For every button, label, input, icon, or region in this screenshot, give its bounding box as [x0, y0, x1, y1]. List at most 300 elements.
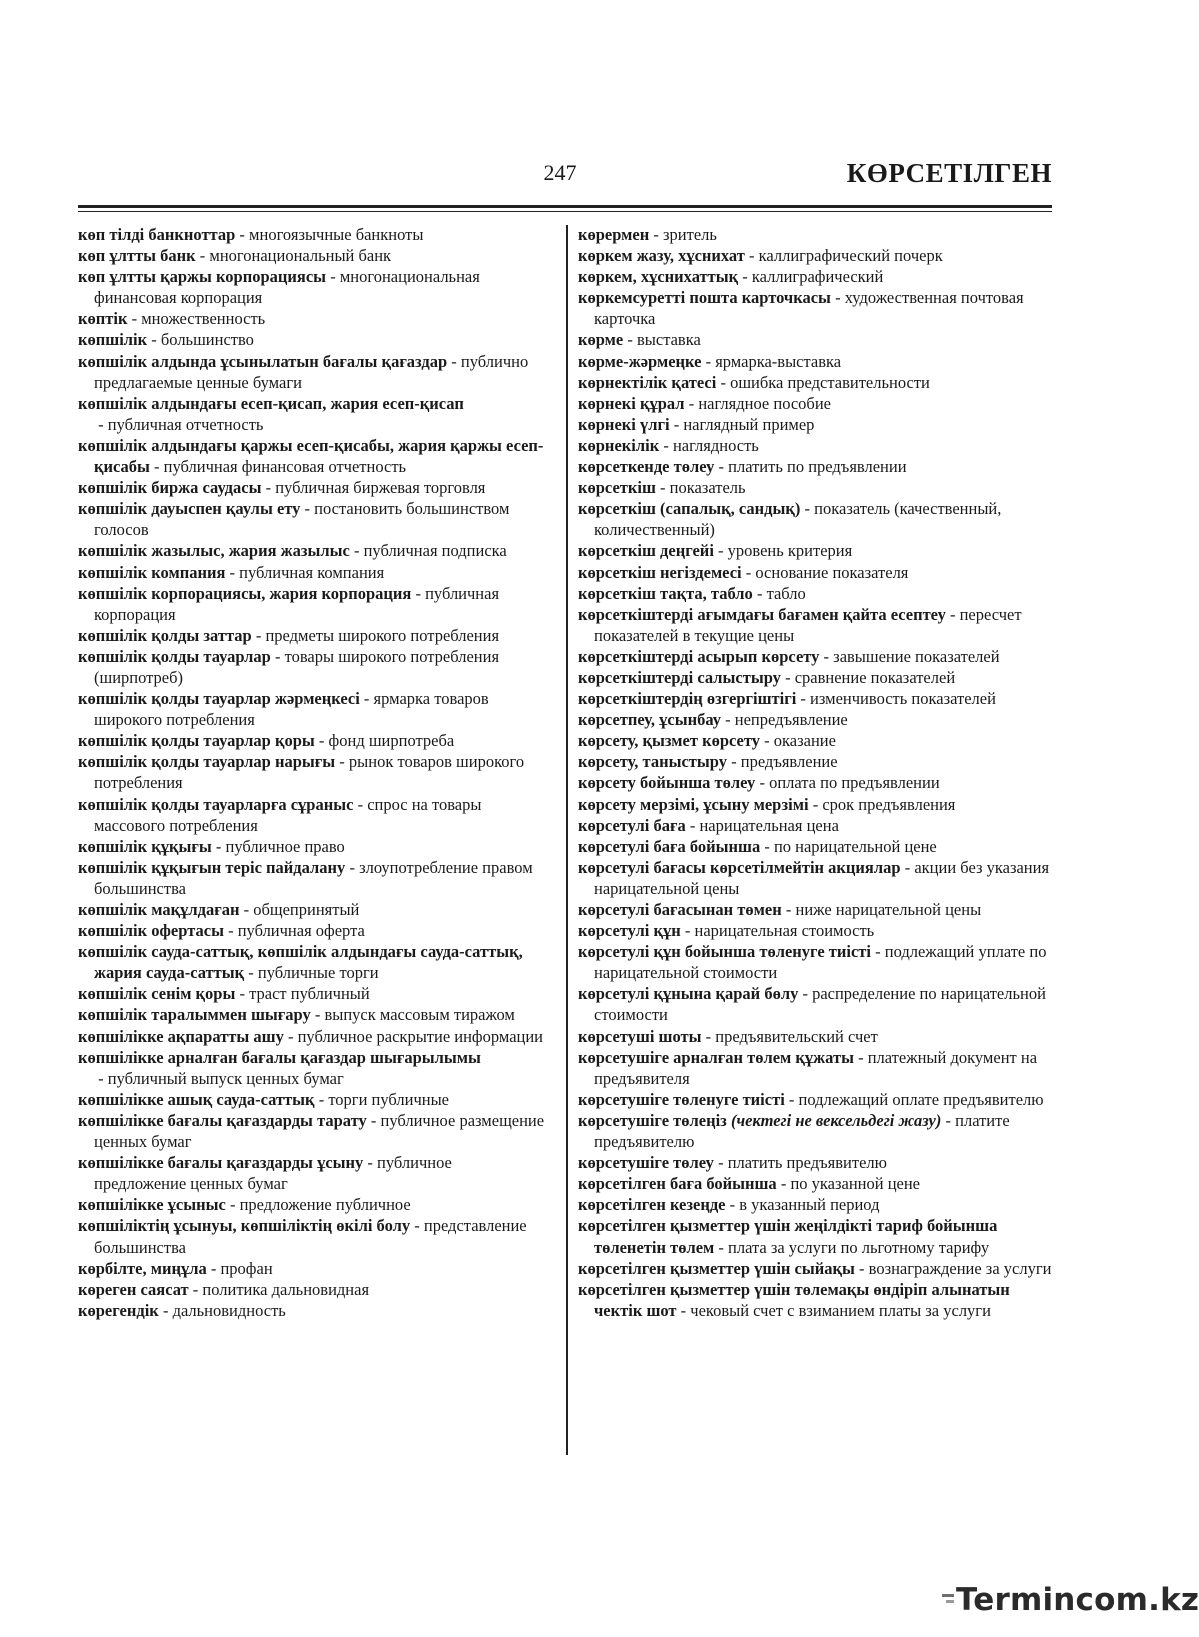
dictionary-entry: [578, 794, 1052, 815]
entry-separator: -: [713, 1153, 728, 1173]
entry-separator: -: [244, 963, 258, 983]
entry-term: көптік: [78, 309, 128, 329]
entry-separator: -: [714, 1237, 729, 1257]
entry-separator: -: [853, 1047, 868, 1067]
entry-term: көрме: [578, 330, 624, 350]
entry-definition: оказание: [773, 731, 836, 751]
entry-definition: публичная отчетность: [107, 414, 264, 434]
dictionary-entry: [78, 983, 548, 1004]
entry-term: көрсетушіге төлеңіз: [578, 1110, 727, 1130]
entry-separator: -: [314, 731, 329, 751]
entry-definition: подлежащий уплате по нарицательной стоимости: [594, 942, 1047, 983]
entry-definition: выпуск массовым тиражом: [324, 1005, 515, 1025]
entry-definition: публичная подписка: [363, 541, 507, 561]
entry-term: көпшілікке бағалы қағаздарды тарату: [78, 1110, 367, 1130]
entry-term: көпшіліктің ұсынуы, көпшіліктің өкілі болу: [78, 1216, 411, 1236]
entry-definition: представление большинства: [94, 1216, 527, 1257]
entry-definition: ярмарка-выставка: [715, 351, 842, 371]
entry-separator: -: [353, 794, 368, 814]
entry-definition: табло: [766, 583, 806, 603]
entry-definition: публичное раскрытие информации: [297, 1026, 544, 1046]
entry-definition: наглядное пособие: [698, 393, 831, 413]
dictionary-entry: [78, 351, 548, 393]
entry-definition: плата за услуги по льготному тарифу: [728, 1237, 990, 1257]
entry-definition: многонациональная финансовая корпорация: [94, 267, 480, 308]
entry-separator: -: [721, 710, 735, 730]
dictionary-entry: [78, 857, 548, 899]
entry-separator: -: [738, 267, 752, 287]
entry-definition: постановить большинством голосов: [94, 499, 510, 540]
dictionary-entry: [578, 435, 1052, 456]
entry-term: көрбілте, миңұла: [78, 1258, 207, 1278]
entry-term: көрсетушіге төлеу: [578, 1153, 714, 1173]
entry-term: көрсетулі құнына қарай бөлу: [578, 984, 799, 1004]
dictionary-entry: [78, 625, 548, 646]
entry-note: (чектегі не вексельдегі жазу): [730, 1110, 942, 1130]
right-column: [578, 224, 1052, 1321]
entry-separator: -: [755, 773, 770, 793]
entry-definition: нарицательная цена: [699, 815, 839, 835]
entry-separator: -: [349, 541, 364, 561]
entry-separator: -: [235, 225, 250, 244]
dictionary-entry: [78, 435, 548, 477]
dictionary-entry: [578, 287, 1052, 329]
entry-definition: платить предъявителю: [727, 1153, 887, 1173]
entry-term: көрсеткіш негіздемесі: [578, 562, 742, 582]
entry-term: көркем жазу, хұснихат: [578, 246, 745, 266]
dictionary-entry: [78, 477, 548, 498]
dictionary-entry: [578, 604, 1052, 646]
entry-term: көпшілік таралыммен шығару: [78, 1005, 311, 1025]
entry-term: көрсетушіге төленуге тиісті: [578, 1089, 785, 1109]
entry-separator: -: [345, 857, 360, 877]
dictionary-entry: [578, 393, 1052, 414]
entry-term: көпшілікке ұсыныс: [78, 1195, 226, 1215]
dictionary-entry: [78, 794, 548, 836]
dictionary-entry: [578, 583, 1052, 604]
dictionary-entry: [578, 266, 1052, 287]
dictionary-entry: [578, 730, 1052, 751]
entry-term: көрсету, таныстыру: [578, 752, 727, 772]
entry-term: көпшілік дауыспен қаулы ету: [78, 499, 301, 519]
entry-term: көп ұлтты банк: [78, 246, 196, 266]
dictionary-entry: [78, 920, 548, 941]
entry-term: көпшілік алдындағы қаржы есеп-қисабы, жария қаржы есеп-қисабы: [78, 435, 544, 477]
entry-term: көрсетушіге арналған төлем құжаты: [578, 1047, 854, 1067]
site-logo: [942, 1582, 1199, 1628]
entry-definition: по указанной цене: [790, 1174, 920, 1194]
dictionary-entry: [578, 456, 1052, 477]
entry-separator: -: [195, 246, 210, 266]
dictionary-entry: [578, 920, 1052, 941]
entry-definition: зритель: [663, 225, 717, 244]
entry-term: көпшілік қолды тауарлар жәрмеңкесі: [78, 689, 360, 709]
entry-separator: -: [149, 457, 164, 477]
entry-term: көрсетулі баға: [578, 815, 686, 835]
entry-term: көпшілік сауда-саттық, көпшілік алдындағы сауда-саттық, жария сауда-саттық: [78, 942, 523, 983]
entry-term: көрсеткіш: [578, 478, 656, 498]
entry-definition: предъявительский счет: [715, 1026, 878, 1046]
logo-mark-secondary: [946, 1600, 954, 1603]
entry-term: көпшілік мақұлдаған: [78, 900, 240, 919]
entry-term: көрнекі үлгі: [578, 414, 670, 434]
dictionary-entry: [578, 1152, 1052, 1173]
entry-term: көпшілік алдында ұсынылатын бағалы қағаздар: [78, 351, 448, 371]
entry-term: көпшілік алдындағы есеп-қисап, жария есеп-қисап: [78, 393, 464, 413]
dictionary-entry: [78, 1047, 548, 1089]
dictionary-entry: [578, 414, 1052, 435]
dictionary-entry: [78, 1110, 548, 1152]
entry-definition: показатель: [669, 478, 746, 498]
entry-definition: публичный выпуск ценных бумаг: [107, 1068, 344, 1088]
entry-definition: публичная компания: [239, 562, 385, 582]
logo-mark: [942, 1594, 954, 1597]
entry-definition: торги публичные: [328, 1089, 449, 1109]
entry-separator: -: [225, 562, 240, 582]
entry-separator: -: [800, 499, 815, 519]
entry-separator: -: [741, 562, 756, 582]
entry-separator: -: [854, 1258, 869, 1278]
entry-term: көпшілік компания: [78, 562, 226, 582]
dictionary-entry: [578, 1215, 1052, 1257]
entry-separator: -: [714, 457, 729, 477]
entry-separator: -: [760, 731, 774, 751]
entry-separator: -: [623, 330, 637, 350]
entry-term: көпшілік қолды тауарлар нарығы: [78, 752, 336, 772]
entry-definition: вознаграждение за услуги: [868, 1258, 1052, 1278]
entry-separator: -: [410, 1216, 424, 1236]
dictionary-entry: [578, 857, 1052, 899]
entry-term: көрсетуші шоты: [578, 1026, 702, 1046]
entry-definition: предметы широкого потребления: [265, 625, 500, 645]
entry-term: көпшілікке арналған бағалы қағаздар шығарылымы: [78, 1047, 481, 1067]
entry-definition: наглядный пример: [683, 414, 815, 434]
dictionary-entry: [78, 1258, 548, 1279]
entry-term: көрсетулі құн бойынша төленуге тиісті: [578, 942, 871, 962]
entry-term: көрсеткенде төлеу: [578, 457, 715, 477]
entry-separator: -: [94, 1068, 108, 1088]
entry-definition: публичное право: [225, 836, 345, 856]
entry-term: көпшілік сенім қоры: [78, 984, 236, 1004]
entry-term: көрсетілген қызметтер үшін төлемақы өндіріп алынатын чектік шот: [578, 1279, 1010, 1320]
entry-term: көрсетілген баға бойынша: [578, 1174, 777, 1194]
column-divider: [566, 225, 568, 1455]
entry-definition: публично предлагаемые ценные бумаги: [94, 351, 529, 392]
dictionary-entry: [578, 899, 1052, 920]
dictionary-entry: [578, 224, 1052, 245]
entry-separator: -: [270, 646, 285, 666]
entry-separator: -: [314, 1089, 329, 1109]
entry-definition: публичная оферта: [237, 921, 365, 941]
entry-term: көрнекілік: [578, 435, 660, 455]
entry-separator: -: [158, 1300, 173, 1320]
entry-separator: -: [760, 836, 774, 856]
entry-term: көрсетулі құн: [578, 921, 681, 941]
entry-definition: завышение показателей: [833, 646, 1000, 666]
entry-definition: в указанный период: [739, 1195, 880, 1215]
dictionary-entry: [78, 329, 548, 350]
entry-separator: -: [127, 309, 142, 329]
entry-definition: траст публичный: [249, 984, 370, 1004]
dictionary-entry: [578, 245, 1052, 266]
entry-separator: -: [676, 1300, 691, 1320]
entry-term: көрсеткіш (сапалық, сандық): [578, 499, 801, 519]
dictionary-entry: [78, 1152, 548, 1194]
entry-term: көрсету, қызмет көрсету: [578, 731, 761, 751]
dictionary-entry: [578, 667, 1052, 688]
dictionary-entry: [578, 772, 1052, 793]
dictionary-entry: [78, 941, 548, 983]
entry-term: көрсеткіш тақта, табло: [578, 583, 753, 603]
entry-term: көркем, хұснихаттық: [578, 267, 739, 287]
entry-term: көрсеткіш деңгейі: [578, 541, 714, 561]
entry-definition: публичное предложение ценных бумаг: [94, 1153, 452, 1194]
dictionary-entry: [578, 372, 1052, 393]
entry-separator: -: [261, 478, 276, 498]
entry-separator: -: [206, 1258, 221, 1278]
entry-separator: -: [225, 1195, 240, 1215]
dictionary-entry: [578, 498, 1052, 540]
entry-definition: пересчет показателей в текущие цены: [594, 604, 1022, 645]
entry-term: көркемсуретті пошта карточкасы: [578, 288, 831, 308]
entry-term: көрермен: [578, 225, 650, 244]
entry-term: көреген саясат: [78, 1279, 189, 1299]
entry-term: көрсеткіштерді асырып көрсету: [578, 646, 820, 666]
entry-definition: дальновидность: [172, 1300, 286, 1320]
entry-separator: -: [781, 900, 796, 919]
entry-definition: публичное размещение ценных бумаг: [94, 1110, 545, 1152]
entry-definition: распределение по нарицательной стоимости: [594, 984, 1046, 1025]
dictionary-entry: [578, 815, 1052, 836]
entry-term: көрме-жәрмеңке: [578, 351, 702, 371]
entry-term: көрнекі құрал: [578, 393, 685, 413]
entry-definition: уровень критерия: [727, 541, 853, 561]
dictionary-entry: [578, 836, 1052, 857]
entry-separator: -: [684, 393, 699, 413]
entry-separator: -: [411, 583, 426, 603]
entry-definition: показатель (качественный, количественный): [594, 499, 1002, 540]
entry-definition: фонд ширпотреба: [328, 731, 455, 751]
entry-separator: -: [784, 1089, 799, 1109]
dictionary-entry: [78, 540, 548, 561]
entry-separator: -: [655, 478, 670, 498]
entry-term: көпшілік құқығы: [78, 836, 212, 856]
entry-separator: -: [235, 984, 250, 1004]
entry-definition: общепринятый: [253, 900, 360, 919]
entry-definition: спрос на товары массового потребления: [94, 794, 482, 835]
dictionary-entry: [578, 709, 1052, 730]
entry-definition: политика дальновидная: [202, 1279, 370, 1299]
entry-definition: рынок товаров широкого потребления: [94, 752, 525, 793]
entry-definition: публичная биржевая торговля: [275, 478, 486, 498]
entry-separator: -: [326, 267, 340, 287]
entry-definition: предложение публичное: [239, 1195, 411, 1215]
dictionary-entry: [78, 498, 548, 540]
entry-definition: сравнение показателей: [794, 667, 956, 687]
dictionary-entry: [78, 1300, 548, 1321]
entry-separator: -: [659, 435, 673, 455]
entry-term: көрсетілген қызметтер үшін жеңілдікті тариф бойынша төленетін төлем: [578, 1216, 998, 1257]
entry-definition: ниже нарицательной цены: [795, 900, 982, 919]
dictionary-entry: [578, 1194, 1052, 1215]
dictionary-entry: [578, 1089, 1052, 1110]
entry-separator: -: [366, 1110, 381, 1130]
entry-term: көпшілік корпорациясы, жария корпорация: [78, 583, 412, 603]
entry-definition: платежный документ на предъявителя: [594, 1047, 1038, 1088]
header-rule-thin: [78, 211, 1052, 212]
entry-definition: множественность: [141, 309, 266, 329]
dictionary-entry: [78, 308, 548, 329]
entry-definition: непредъявление: [734, 710, 848, 730]
entry-term: көпшілік қолды тауарлар қоры: [78, 731, 315, 751]
entry-separator: -: [725, 1195, 740, 1215]
entry-term: көрсетілген қызметтер үшін сыйақы: [578, 1258, 855, 1278]
logo-text: Termincom.kz: [956, 1582, 1199, 1618]
entry-term: көпшілікке бағалы қағаздарды ұсыну: [78, 1153, 364, 1173]
entry-term: көпшілік құқығын теріс пайдалану: [78, 857, 346, 877]
entry-separator: -: [870, 942, 885, 962]
entry-term: көрсетілген кезеңде: [578, 1195, 726, 1215]
dictionary-entry: [578, 562, 1052, 583]
entry-definition: нарицательная стоимость: [694, 921, 875, 941]
entry-definition: по нарицательной цене: [773, 836, 937, 856]
entry-separator: -: [808, 794, 823, 814]
dictionary-entry: [78, 562, 548, 583]
dictionary-entry: [78, 393, 548, 435]
entry-term: көпшілік офертасы: [78, 921, 224, 941]
entry-term: көпшілік: [78, 330, 148, 350]
entry-separator: -: [945, 604, 960, 624]
entry-separator: -: [300, 499, 315, 519]
entry-separator: -: [701, 1026, 716, 1046]
dictionary-entry: [578, 329, 1052, 350]
entry-separator: -: [701, 351, 716, 371]
entry-definition: каллиграфический: [751, 267, 884, 287]
dictionary-entry: [78, 688, 548, 730]
entry-term: көпшілікке ақпаратты ашу: [78, 1026, 284, 1046]
entry-term: көрсетулі бағасы көрсетілмейтін акциялар: [578, 857, 901, 877]
dictionary-entry: [78, 730, 548, 751]
entry-definition: товары широкого потребления (ширпотреб): [94, 646, 500, 687]
entry-separator: -: [649, 225, 664, 244]
dictionary-entry: [78, 836, 548, 857]
entry-separator: -: [726, 752, 741, 772]
dictionary-entry: [78, 1279, 548, 1300]
entry-separator: -: [363, 1153, 378, 1173]
dictionary-entry: [578, 646, 1052, 667]
dictionary-entry: [78, 1026, 548, 1047]
dictionary-entry: [578, 351, 1052, 372]
entry-definition: подлежащий оплате предъявителю: [798, 1089, 1044, 1109]
entry-definition: оплата по предъявлении: [769, 773, 940, 793]
entry-term: көпшілік жазылыс, жария жазылыс: [78, 541, 350, 561]
dictionary-entry: [578, 688, 1052, 709]
page-number: 247: [543, 160, 577, 185]
entry-term: көрсету бойынша төлеу: [578, 773, 756, 793]
entry-separator: -: [447, 351, 461, 371]
entry-term: көрсетулі бағасынан төмен: [578, 900, 782, 919]
entry-separator: -: [716, 372, 731, 392]
dictionary-entry: [578, 1279, 1052, 1321]
entry-separator: -: [94, 414, 108, 434]
entry-term: көпшілік қолды заттар: [78, 625, 252, 645]
dictionary-entry: [578, 540, 1052, 561]
entry-term: көрнектілік қатесі: [578, 372, 717, 392]
dictionary-entry: [78, 899, 548, 920]
entry-separator: -: [211, 836, 226, 856]
entry-term: көп ұлтты қаржы корпорациясы: [78, 267, 327, 287]
entry-separator: -: [713, 541, 728, 561]
entry-term: көрегендік: [78, 1300, 159, 1320]
entry-separator: -: [941, 1110, 956, 1130]
entry-definition: большинство: [160, 330, 254, 350]
entry-term: көрсеткіштерді ағымдағы бағамен қайта есептеу: [578, 604, 946, 624]
entry-separator: -: [359, 689, 374, 709]
entry-separator: -: [776, 1174, 791, 1194]
entry-definition: многонациональный банк: [209, 246, 392, 266]
dictionary-entry: [78, 266, 548, 308]
entry-separator: -: [223, 921, 238, 941]
entry-definition: платите предъявителю: [594, 1110, 1010, 1152]
entry-term: көрсету мерзімі, ұсыну мерзімі: [578, 794, 809, 814]
entry-term: көп тілді банкноттар: [78, 225, 236, 244]
entry-separator: -: [796, 689, 811, 709]
entry-separator: -: [251, 625, 266, 645]
dictionary-entry: [78, 583, 548, 625]
entry-separator: -: [680, 921, 695, 941]
entry-separator: -: [830, 288, 845, 308]
entry-definition: ярмарка товаров широкого потребления: [94, 689, 489, 730]
entry-definition: публичная корпорация: [94, 583, 500, 624]
dictionary-entry: [578, 941, 1052, 983]
entry-definition: публичные торги: [257, 963, 379, 983]
entry-separator: -: [900, 857, 915, 877]
entry-definition: многоязычные банкноты: [249, 225, 424, 244]
entry-separator: -: [798, 984, 813, 1004]
dictionary-entry: [578, 1110, 1052, 1152]
dictionary-entry: [78, 646, 548, 688]
entry-definition: предъявление: [740, 752, 838, 772]
entry-definition: выставка: [637, 330, 701, 350]
left-column: [78, 224, 548, 1321]
entry-separator: -: [239, 900, 254, 919]
entry-separator: -: [685, 815, 700, 835]
entry-separator: -: [188, 1279, 203, 1299]
dictionary-entry: [578, 983, 1052, 1025]
entry-separator: -: [283, 1026, 298, 1046]
dictionary-entry: [578, 1026, 1052, 1047]
entry-definition: профан: [220, 1258, 273, 1278]
entry-separator: -: [310, 1005, 325, 1025]
entry-definition: изменчивость показателей: [810, 689, 996, 709]
entry-definition: основание показателя: [755, 562, 909, 582]
entry-separator: -: [752, 583, 767, 603]
entry-separator: -: [819, 646, 834, 666]
dictionary-entry: [78, 751, 548, 793]
dictionary-entry: [578, 1173, 1052, 1194]
header-rule-thick: [78, 205, 1052, 208]
dictionary-entry: [78, 1215, 548, 1257]
entry-definition: каллиграфический почерк: [758, 246, 943, 266]
entry-definition: художественная почтовая карточка: [594, 288, 1024, 329]
entry-term: көпшілік биржа саудасы: [78, 478, 262, 498]
entry-definition: злоупотребление правом большинства: [94, 857, 533, 898]
entry-term: көпшілік қолды тауарларға сұраныс: [78, 794, 354, 814]
entry-term: көрсеткіштердің өзгергіштігі: [578, 689, 797, 709]
entry-term: көпшілікке ашық сауда-саттық: [78, 1089, 315, 1109]
running-head: КӨРСЕТІЛГЕН: [846, 158, 1052, 188]
entry-separator: -: [780, 667, 795, 687]
